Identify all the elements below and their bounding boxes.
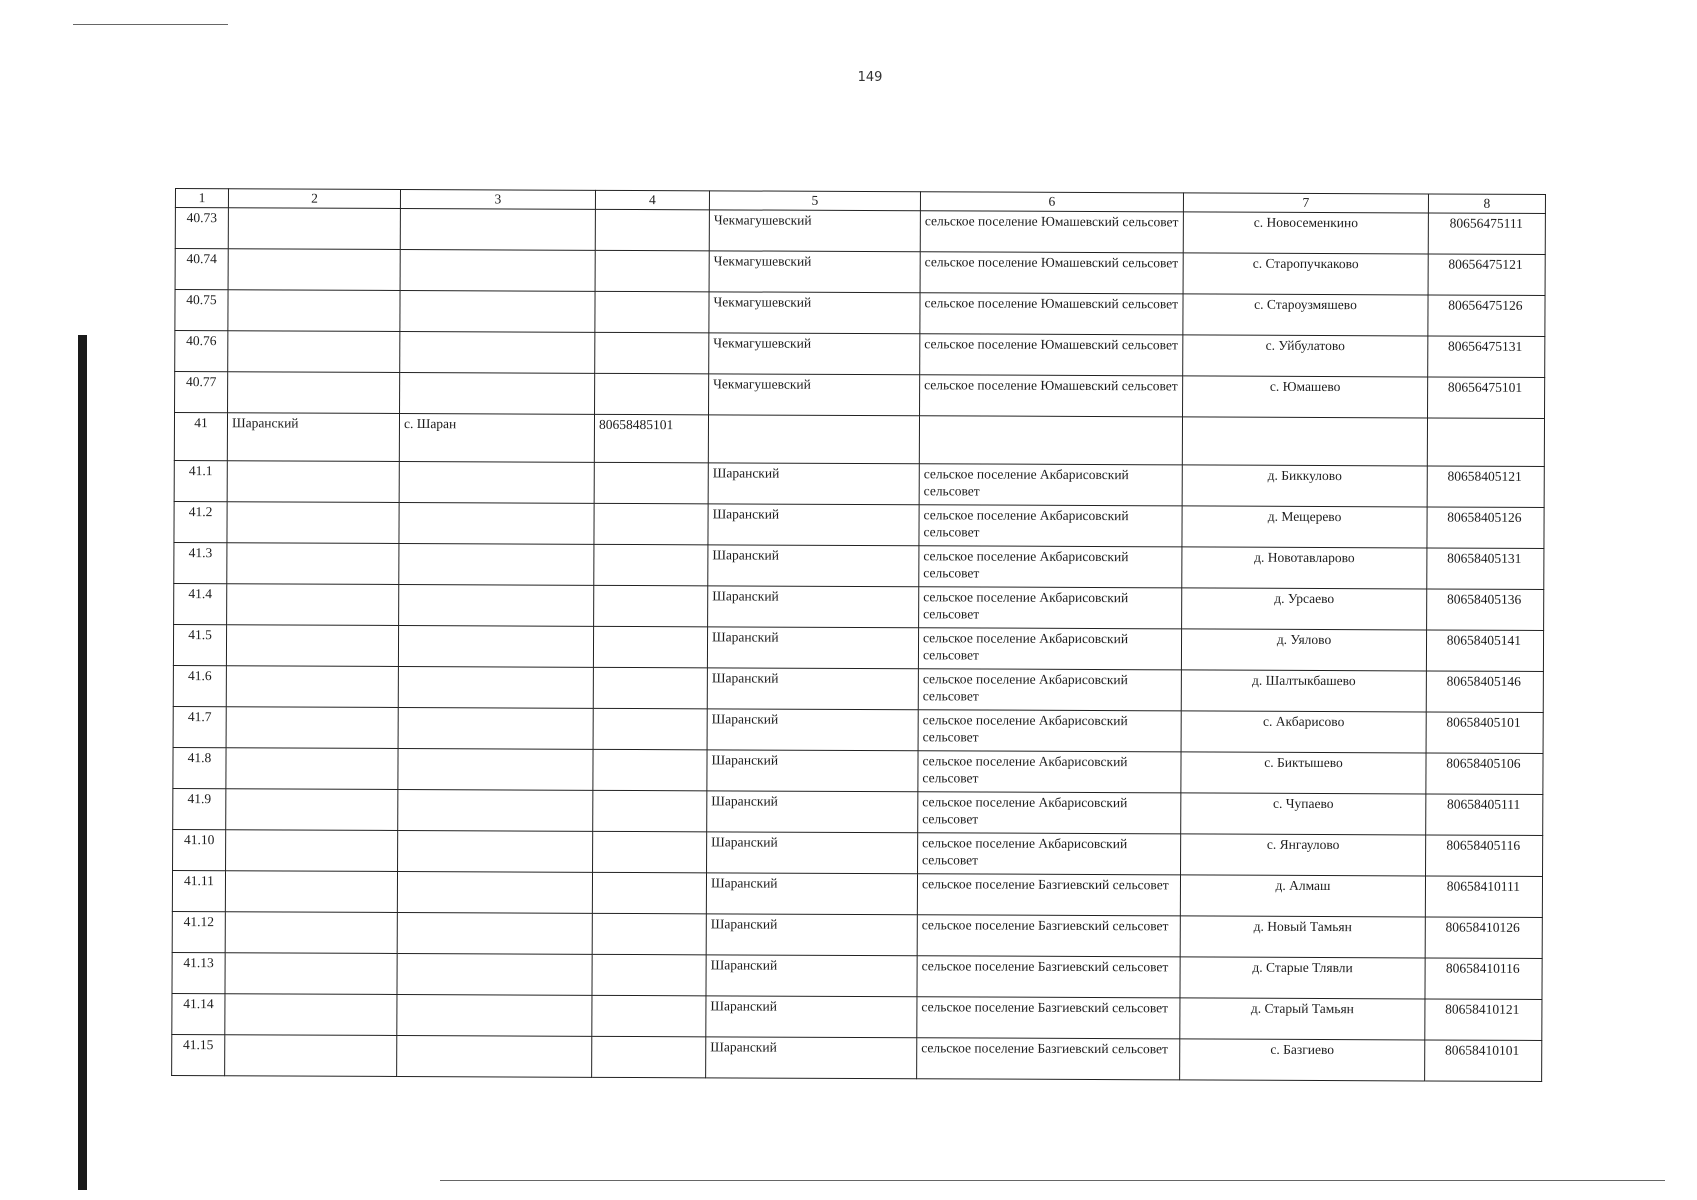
cell-district — [225, 912, 397, 954]
table-row — [172, 993, 1542, 1040]
cell-settlement: сельское поселение Юмашевский сельсовет — [920, 252, 1183, 294]
cell-number: 41.2 — [174, 501, 227, 542]
table-row — [172, 911, 1542, 958]
cell-settlement: сельское поселение Акбарисовский сельсовет — [919, 587, 1182, 629]
cell-number: 41.15 — [172, 1034, 225, 1075]
cell-number: 40.74 — [175, 249, 228, 290]
cell-locality: д. Мещерево — [1182, 506, 1427, 548]
cell-number: 40.76 — [175, 331, 228, 372]
registry-table — [171, 188, 1546, 1082]
table-row — [174, 501, 1544, 548]
cell-oktmo-center — [594, 462, 708, 503]
cell-oktmo-center — [592, 1036, 706, 1077]
cell-settlement: сельское поселение Базгиевский сельсовет — [917, 1038, 1180, 1080]
cell-district — [228, 372, 400, 414]
cell-oktmo-code: 80658405106 — [1426, 753, 1543, 795]
cell-center — [398, 789, 593, 831]
cell-municipal-district: Чекмагушевский — [709, 292, 920, 334]
cell-municipal-district: Чекмагушевский — [709, 210, 920, 252]
cell-center — [397, 871, 592, 913]
cell-oktmo-code: 80658405141 — [1426, 630, 1543, 672]
cell-locality: д. Биккулово — [1182, 465, 1427, 507]
cell-settlement: сельское поселение Акбарисовский сельсовет — [919, 505, 1182, 547]
table-row — [173, 788, 1543, 835]
cell-settlement: сельское поселение Базгиевский сельсовет — [917, 874, 1180, 916]
cell-number: 41.12 — [172, 911, 225, 952]
cell-center — [398, 830, 593, 872]
cell-locality: с. Староузмяшево — [1183, 294, 1428, 336]
cell-settlement: сельское поселение Акбарисовский сельсовет — [918, 751, 1181, 793]
cell-oktmo-center — [594, 544, 708, 585]
header-cell-4: 4 — [595, 190, 709, 209]
cell-oktmo-code: 80658410126 — [1425, 917, 1542, 959]
cell-district: Шаранский — [227, 413, 399, 462]
footer-rule — [440, 1180, 1665, 1181]
cell-center — [400, 331, 595, 373]
cell-center — [397, 953, 592, 995]
table-row — [174, 583, 1544, 630]
cell-district — [227, 502, 399, 544]
header-cell-5: 5 — [709, 191, 920, 211]
cell-oktmo-center — [594, 503, 708, 544]
cell-locality — [1182, 417, 1427, 466]
cell-settlement: сельское поселение Акбарисовский сельсовет — [918, 792, 1181, 834]
cell-oktmo-code: 80658405126 — [1427, 507, 1544, 549]
cell-oktmo-code: 80656475101 — [1428, 377, 1545, 419]
cell-center — [398, 748, 593, 790]
cell-district — [228, 208, 400, 250]
cell-settlement: сельское поселение Юмашевский сельсовет — [920, 211, 1183, 253]
cell-locality: д. Старый Тамьян — [1180, 998, 1425, 1040]
page-number: 149 — [857, 70, 883, 85]
cell-oktmo-center — [592, 995, 706, 1036]
cell-settlement: сельское поселение Юмашевский сельсовет — [920, 334, 1183, 376]
cell-number: 41 — [174, 413, 227, 461]
cell-municipal-district: Шаранский — [707, 668, 918, 710]
cell-municipal-district: Шаранский — [707, 709, 918, 751]
cell-locality: с. Новосеменкино — [1183, 212, 1428, 254]
cell-locality: д. Урсаево — [1182, 588, 1427, 630]
cell-oktmo-code: 80658405131 — [1427, 548, 1544, 590]
cell-locality: с. Базгиево — [1180, 1039, 1425, 1081]
cell-settlement: сельское поселение Акбарисовский сельсовет — [919, 546, 1182, 588]
cell-district — [227, 461, 399, 503]
cell-settlement: сельское поселение Акбарисовский сельсовет — [918, 669, 1181, 711]
cell-district — [226, 830, 398, 872]
cell-center — [400, 290, 595, 332]
cell-oktmo-center — [595, 291, 709, 332]
cell-number: 41.14 — [172, 993, 225, 1034]
cell-center — [399, 502, 594, 544]
cell-number: 40.77 — [175, 372, 228, 413]
cell-settlement: сельское поселение Акбарисовский сельсовет — [918, 710, 1181, 752]
cell-oktmo-code: 80658410116 — [1425, 958, 1542, 1000]
cell-number: 41.5 — [173, 624, 226, 665]
cell-center — [398, 707, 593, 749]
cell-oktmo-code: 80658405146 — [1426, 671, 1543, 713]
cell-oktmo-code: 80658405111 — [1426, 794, 1543, 836]
cell-oktmo-code: 80658405116 — [1426, 835, 1543, 877]
cell-locality: д. Шалтыкбашево — [1181, 670, 1426, 712]
cell-municipal-district: Шаранский — [706, 955, 917, 997]
table-body — [172, 189, 1546, 1082]
cell-number: 41.1 — [174, 460, 227, 501]
cell-center — [397, 912, 592, 954]
cell-municipal-district: Шаранский — [706, 873, 917, 915]
cell-number: 41.7 — [173, 706, 226, 747]
table-row — [173, 829, 1543, 876]
cell-district — [225, 994, 397, 1036]
cell-municipal-district: Шаранский — [706, 914, 917, 956]
cell-district — [226, 789, 398, 831]
cell-oktmo-code: 80656475111 — [1428, 213, 1545, 255]
cell-oktmo-code: 80656475121 — [1428, 254, 1545, 296]
table-row — [172, 870, 1542, 917]
table-row — [173, 747, 1543, 794]
cell-district — [227, 543, 399, 585]
cell-oktmo-center — [594, 585, 708, 626]
cell-oktmo-center — [593, 790, 707, 831]
cell-municipal-district: Шаранский — [706, 996, 917, 1038]
cell-oktmo-center — [593, 749, 707, 790]
header-cell-1: 1 — [175, 189, 228, 208]
header-cell-7: 7 — [1183, 193, 1428, 213]
cell-district — [226, 666, 398, 708]
cell-district — [225, 953, 397, 995]
cell-settlement: сельское поселение Базгиевский сельсовет — [917, 956, 1180, 998]
cell-municipal-district: Шаранский — [708, 545, 919, 587]
cell-oktmo-code: 80656475126 — [1428, 295, 1545, 337]
cell-oktmo-center — [593, 708, 707, 749]
cell-district — [226, 748, 398, 790]
cell-center — [397, 1035, 592, 1077]
cell-oktmo-center — [593, 831, 707, 872]
cell-municipal-district: Чекмагушевский — [709, 333, 920, 375]
table-row — [172, 952, 1542, 999]
header-rule — [73, 24, 228, 25]
cell-settlement: сельское поселение Акбарисовский сельсовет — [919, 464, 1182, 506]
cell-oktmo-center — [593, 626, 707, 667]
cell-district — [228, 249, 400, 291]
table-row — [175, 249, 1545, 296]
header-cell-6: 6 — [920, 192, 1183, 212]
cell-center — [398, 625, 593, 667]
cell-oktmo-center — [595, 332, 709, 373]
cell-number: 41.6 — [173, 665, 226, 706]
cell-locality: с. Биктышево — [1181, 752, 1426, 794]
cell-settlement: сельское поселение Акбарисовский сельсовет — [918, 628, 1181, 670]
cell-locality: д. Новый Тамьян — [1180, 916, 1425, 958]
cell-center — [400, 372, 595, 414]
cell-district — [225, 871, 397, 913]
cell-locality: с. Уйбулатово — [1183, 335, 1428, 377]
cell-center — [398, 666, 593, 708]
cell-center — [400, 208, 595, 250]
cell-oktmo-center — [592, 872, 706, 913]
table-row — [173, 624, 1543, 671]
cell-oktmo-code: 80656475131 — [1428, 336, 1545, 378]
cell-oktmo-code — [1427, 418, 1544, 467]
table-row — [175, 331, 1545, 378]
cell-oktmo-center — [592, 913, 706, 954]
table-row — [174, 542, 1544, 589]
cell-locality: с. Акбарисово — [1181, 711, 1426, 753]
header-cell-2: 2 — [228, 189, 400, 209]
cell-number: 41.8 — [173, 747, 226, 788]
cell-oktmo-code: 80658405136 — [1427, 589, 1544, 631]
cell-municipal-district: Чекмагушевский — [709, 374, 920, 416]
cell-oktmo-center: 80658485101 — [594, 414, 708, 462]
cell-settlement: сельское поселение Акбарисовский сельсовет — [918, 833, 1181, 875]
table-row — [172, 1034, 1542, 1081]
cell-municipal-district: Шаранский — [707, 832, 918, 874]
table-row — [174, 460, 1544, 507]
cell-oktmo-code: 80658405101 — [1426, 712, 1543, 754]
cell-center — [399, 543, 594, 585]
cell-number: 41.3 — [174, 542, 227, 583]
cell-number: 41.9 — [173, 788, 226, 829]
table-row — [173, 665, 1543, 712]
cell-center — [399, 584, 594, 626]
header-cell-8: 8 — [1428, 194, 1545, 214]
cell-number: 41.4 — [174, 583, 227, 624]
cell-district — [226, 707, 398, 749]
cell-center — [400, 249, 595, 291]
scan-binding-edge — [78, 335, 87, 1190]
cell-number: 40.75 — [175, 290, 228, 331]
cell-settlement: сельское поселение Юмашевский сельсовет — [920, 375, 1183, 417]
cell-settlement: сельское поселение Базгиевский сельсовет — [917, 915, 1180, 957]
cell-municipal-district: Шаранский — [708, 463, 919, 505]
cell-municipal-district: Шаранский — [706, 1037, 917, 1079]
cell-district — [228, 331, 400, 373]
cell-oktmo-center — [595, 209, 709, 250]
cell-district — [228, 290, 400, 332]
cell-municipal-district: Шаранский — [708, 504, 919, 546]
table-row — [175, 290, 1545, 337]
cell-municipal-district: Шаранский — [707, 627, 918, 669]
cell-center — [397, 994, 592, 1036]
cell-oktmo-center — [595, 373, 709, 414]
cell-settlement — [919, 416, 1182, 465]
cell-oktmo-code: 80658405121 — [1427, 466, 1544, 508]
cell-municipal-district — [708, 415, 919, 464]
cell-oktmo-code: 80658410111 — [1425, 876, 1542, 918]
cell-settlement: сельское поселение Юмашевский сельсовет — [920, 293, 1183, 335]
cell-municipal-district: Шаранский — [707, 791, 918, 833]
cell-locality: д. Алмаш — [1180, 875, 1425, 917]
table-row — [173, 706, 1543, 753]
table-row — [175, 372, 1545, 419]
cell-number: 41.13 — [172, 952, 225, 993]
table-row — [175, 208, 1545, 255]
cell-district — [227, 584, 399, 626]
cell-oktmo-center — [595, 250, 709, 291]
cell-locality: с. Юмашево — [1183, 376, 1428, 418]
cell-district — [225, 1035, 397, 1077]
cell-municipal-district: Шаранский — [707, 750, 918, 792]
cell-locality: д. Уялово — [1181, 629, 1426, 671]
cell-locality: с. Чупаево — [1181, 793, 1426, 835]
cell-oktmo-center — [592, 954, 706, 995]
header-cell-3: 3 — [400, 189, 595, 209]
cell-number: 41.10 — [173, 829, 226, 870]
cell-municipal-district: Чекмагушевский — [709, 251, 920, 293]
table-row — [174, 413, 1544, 467]
cell-center: с. Шаран — [399, 413, 594, 462]
cell-locality: с. Янгаулово — [1181, 834, 1426, 876]
cell-locality: д. Старые Тлявли — [1180, 957, 1425, 999]
cell-center — [399, 461, 594, 503]
cell-oktmo-code: 80658410121 — [1425, 999, 1542, 1041]
cell-oktmo-center — [593, 667, 707, 708]
cell-settlement: сельское поселение Базгиевский сельсовет — [917, 997, 1180, 1039]
cell-number: 41.11 — [172, 870, 225, 911]
cell-number: 40.73 — [175, 208, 228, 249]
cell-locality: д. Новотавларово — [1182, 547, 1427, 589]
cell-locality: с. Старопучкаково — [1183, 253, 1428, 295]
cell-district — [226, 625, 398, 667]
cell-municipal-district: Шаранский — [708, 586, 919, 628]
cell-oktmo-code: 80658410101 — [1425, 1040, 1542, 1082]
